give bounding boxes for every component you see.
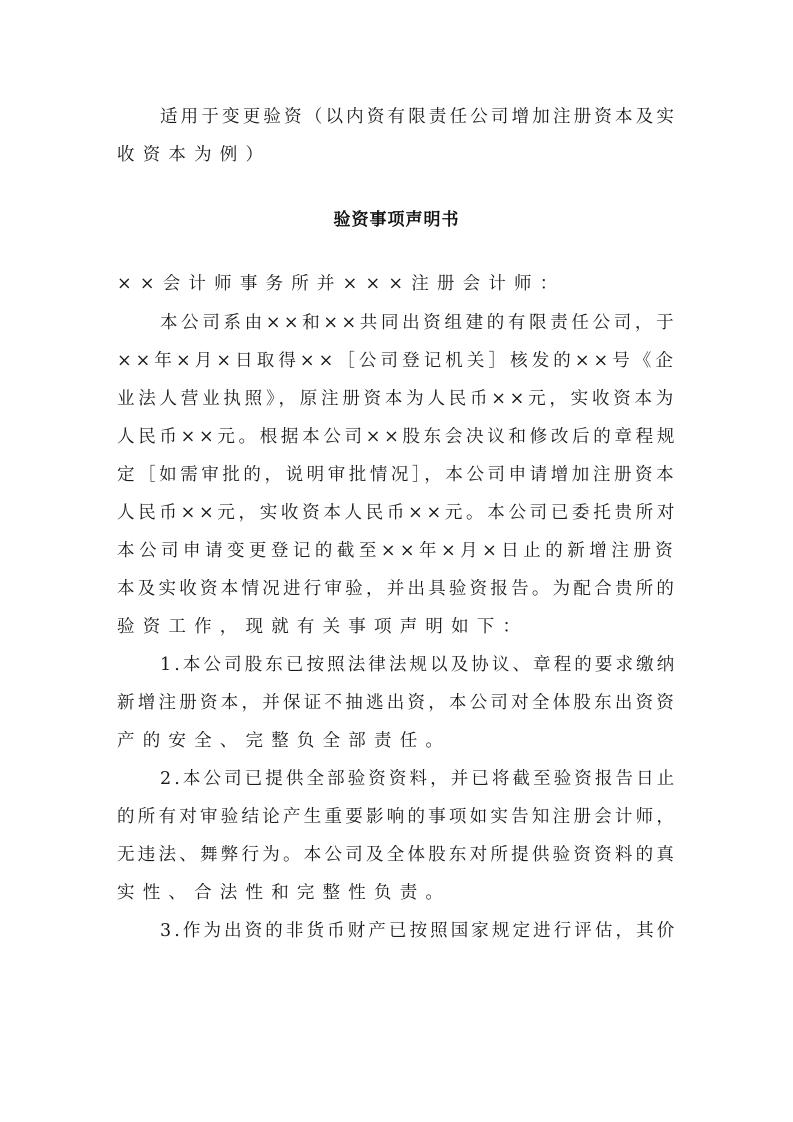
- paragraph-line: 业法人营业执照》，原注册资本为人民币××元，实收资本为: [117, 389, 677, 409]
- item-line: 3.作为出资的非货币财产已按照国家规定进行评估，其价: [160, 921, 678, 941]
- paragraph-line: 验资工作，现就有关事项声明如下：: [117, 617, 529, 637]
- paragraph-line: 人民币××元。根据本公司××股东会决议和修改后的章程规: [117, 427, 679, 447]
- paragraph-line: 本公司申请变更登记的截至××年×月×日止的新增注册资: [117, 541, 677, 561]
- item-line: 2.本公司已提供全部验资资料，并已将截至验资报告日止: [160, 769, 678, 789]
- paragraph-line: 本及实收资本情况进行审验，并出具验资报告。为配合贵所的: [117, 579, 677, 599]
- paragraph-line: 定［如需审批的，说明审批情况］，本公司申请增加注册资本: [117, 465, 677, 485]
- item-line: 1.本公司股东已按照法律法规以及协议、章程的要求缴纳: [160, 655, 678, 675]
- paragraph-line: 人民币××元，实收资本人民币××元。本公司已委托贵所对: [117, 503, 679, 523]
- document-title: 验资事项声明书: [333, 210, 460, 230]
- paragraph-line: 本公司系由××和××共同出资组建的有限责任公司，于: [160, 313, 677, 333]
- item-line: 无违法、舞弊行为。本公司及全体股东对所提供验资资料的真: [117, 845, 677, 865]
- scope-note-line: 收资本为例）: [117, 145, 272, 165]
- salutation: ××会计师事务所并×××注册会计师：: [117, 274, 566, 294]
- item-line: 的所有对审验结论产生重要影响的事项如实告知注册会计师，: [117, 807, 677, 827]
- item-line: 产的安全、完整负全部责任。: [117, 731, 452, 751]
- item-line: 实性、合法性和完整性负责。: [117, 883, 452, 903]
- paragraph-line: ××年×月×日取得××［公司登记机关］核发的××号《企: [117, 351, 677, 371]
- scope-note-line: 适用于变更验资（以内资有限责任公司增加注册资本及实: [160, 107, 677, 127]
- item-line: 新增注册资本，并保证不抽逃出资，本公司对全体股东出资资: [117, 693, 677, 713]
